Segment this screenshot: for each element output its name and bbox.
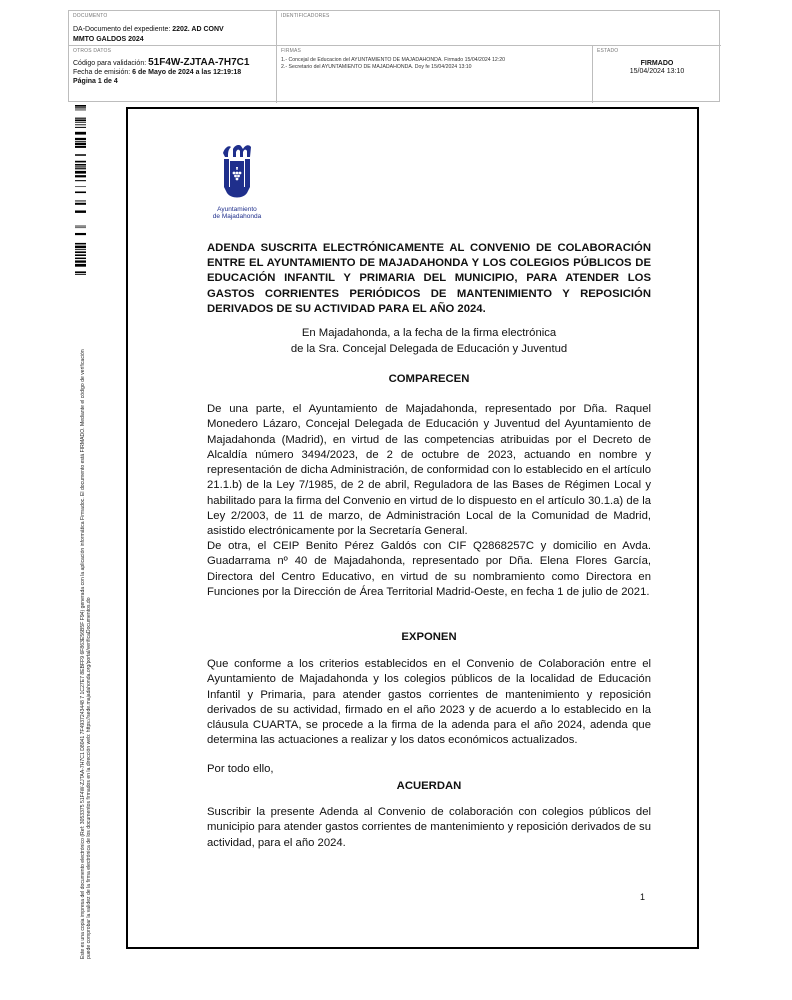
doc-title	[73, 25, 272, 45]
doc-title-bold: 2202. AD CONV	[172, 26, 224, 33]
ident-caption: IDENTIFICADORES	[281, 13, 330, 19]
validation-label: Código para validación:	[73, 60, 147, 67]
doc-title-prefix: DA-Documento del expediente:	[73, 26, 171, 33]
emission-date: 6 de Mayo de 2024 a las 12:19:18	[132, 69, 242, 76]
document-header	[68, 10, 720, 102]
crest-icon	[217, 143, 257, 201]
logo-line-2: de Majadahonda	[212, 213, 262, 220]
page-number: 1	[640, 892, 646, 902]
firma-2: 2.- Secretario del AYUNTAMIENTO DE MAJADAHONDA. Doy fe 15/04/2024 13:10	[281, 64, 472, 70]
otros-cell	[69, 46, 277, 103]
doc-caption: DOCUMENTO	[73, 13, 108, 19]
acuerdan-heading: ACUERDAN	[396, 780, 462, 792]
barcode-icon	[75, 105, 86, 275]
estado-value: FIRMADO	[640, 60, 674, 67]
por-todo-ello: Por todo ello,	[207, 763, 274, 775]
validation-row	[73, 58, 272, 68]
validation-code[interactable]: 51F4W-ZJTAA-7H7C1	[148, 57, 250, 68]
document-title: ADENDA SUSCRITA ELECTRÓNICAMENTE AL CONVENIO DE COLABORACIÓN ENTRE EL AYUNTAMIENTO DE MAJADAHONDA Y LOS COLEGIOS PÚBLICOS DE EDUCACIÓN INFANTIL Y PRIMARIA DEL MUNICIPIO, PARA ATENDER LOS GASTOS CORRIENTES PERIÓDICOS DE MANTENIMIENTO Y REPOSICIÓN DERIVADOS DE SU ACTIVIDAD PARA EL AÑO 2024.	[207, 242, 651, 315]
logo-line-1: Ayuntamiento	[217, 206, 257, 213]
firmas-cell	[277, 46, 593, 103]
ayuntamiento-logo	[207, 143, 267, 221]
place-date-block	[207, 325, 651, 357]
estado-date: 15/04/2024 13:10	[629, 68, 685, 75]
place-line-2: de la Sra. Concejal Delegada de Educación y Juventud	[290, 343, 568, 355]
side-text-line-2: puede comprobar la validez de la firma electrónica de los documentos firmados en la dirección web: https://sede.majadahonda.org/portal/verificaDocumentos.do	[86, 597, 93, 959]
comparecen-heading: COMPARECEN	[388, 373, 470, 385]
emission-row	[73, 68, 272, 77]
otros-caption: OTROS DATOS	[73, 48, 112, 54]
comparecen-paragraph-2: De otra, el CEIP Benito Pérez Galdós con CIF Q2868257C y domicilio en Avda. Guadarrama nº 40 de Majadahonda, representado por Dña. Elena Flores García, Directora del Centro Educativo, en virtud de su nombramiento como Directora en Funciones por la Dirección de Área Territorial Madrid-Oeste, en fecha 1 de julio de 2021.	[207, 540, 651, 598]
acuerdan-paragraph-1: Suscribir la presente Adenda al Convenio de colaboración con colegios públicos del municipio para atender gastos corrientes de mantenimiento y reposición derivados de su actividad, para el año 2024.	[207, 806, 651, 849]
firmas-caption: FIRMAS	[281, 48, 302, 54]
verification-side-text	[80, 283, 92, 959]
doc-cell	[69, 11, 277, 46]
firma-1: 1.- Concejal de Educacion del AYUNTAMIENTO DE MAJADAHONDA. Firmado 15/04/2024 12:20	[281, 57, 506, 63]
side-text-line-1: Este es una copia impresa del documento electrónico (Ref: 3053375 51F4W-ZJTAA-7H7C1 D8041 7F4937243448 7 1C27E7 8EBFF9 6F863E56B5F F94) generada con la aplicación informática Firmadoc. El documento está FIRMADO. Mediante el código de verificación	[80, 349, 86, 959]
emission-label: Fecha de emisión:	[73, 69, 131, 76]
ident-cell	[277, 11, 721, 46]
comparecen-paragraph-1: De una parte, el Ayuntamiento de Majadahonda, representado por Dña. Raquel Monedero Lázaro, Concejal Delegada de Educación y Juventud del Ayuntamiento de Majadahonda (Madrid), en virtud de las competencias atribuidas por el Decreto de Alcaldía número 3494/2023, de 2 de octubre de 2023, actuando en nombre y representación de dicha Administración, de conformidad con lo establecido en el artículo 21.1.b) de la Ley 7/1985, de 2 de abril, Reguladora de las Bases de Régimen Local y habilitado para la firma del Convenio en virtud de lo dispuesto en el artículo 30.1.a) de la Ley 2/2003, de 11 de marzo, de Administración Local de la Comunidad de Madrid, asistido electrónicamente por la Secretaría General.	[207, 403, 651, 538]
doc-title-line2: MMTO GALDOS 2024	[73, 36, 144, 43]
exponen-heading: EXPONEN	[401, 631, 457, 643]
place-line-1: En Majadahonda, a la fecha de la firma electrónica	[301, 327, 557, 339]
estado-cell	[593, 46, 721, 103]
page-info: Página 1 de 4	[73, 78, 118, 85]
estado-caption: ESTADO	[597, 48, 619, 54]
exponen-paragraph-1: Que conforme a los criterios establecidos en el Convenio de Colaboración entre el Ayuntamiento de Majadahonda y los colegios públicos de la localidad de Educación Infantil y Primaria, para atender gastos corrientes de mantenimiento y reposición derivados de su actividad, firmado en el año 2023 y de acuerdo a lo establecido en la cláusula CUARTA, se procede a la firma de la adenda para el año 2024, adenda que determina las actuaciones a realizar y los datos económicos actualizados.	[207, 658, 651, 747]
